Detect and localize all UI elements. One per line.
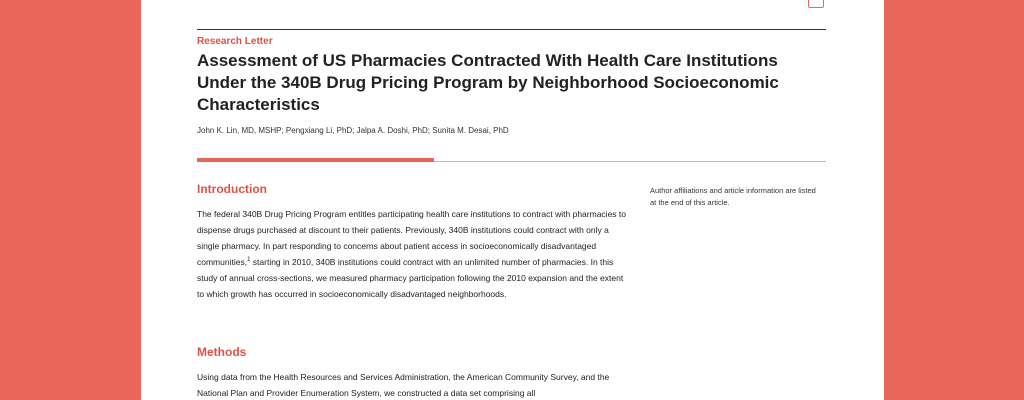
methods-heading: Methods (197, 345, 247, 359)
article-category: Research Letter (197, 36, 273, 47)
introduction-heading: Introduction (197, 182, 267, 196)
author-affiliations-note: Author affiliations and article information are listed at the end of this article. (650, 186, 816, 207)
introduction-text-part2: starting in 2010, 340B institutions could contract with an unlimited number of pharmacies. In this study of annual cross-sections, we measured pharmacy participation following the 2010 expansion and the extent to which growth has occurred in socioeconomically disadvantaged neighborhoods. (197, 257, 624, 299)
header-divider (197, 29, 826, 30)
title-block-accent-bar (197, 158, 434, 162)
reference-link[interactable]: 1 (247, 257, 251, 264)
methods-paragraph: Using data from the Health Resources and Services Administration, the American Community Survey, and the National Plan and Provider Enumeration System, we constructed a data set comprising all (197, 372, 610, 398)
introduction-text-part1: The federal 340B Drug Pricing Program entitles participating health care institutions to contract with pharmacies to dispense drugs purchased at discount to their patients. Previously, 340B institutions could contract with only a single pharmacy. In part responding to concerns about patient access in socioeconomically disadvantaged communities, (197, 209, 626, 267)
article-title: Assessment of US Pharmacies Contracted With Health Care Institutions Under the 340B Drug Pricing Program by Neighborhood Socioeconomic Characteristics (197, 51, 779, 114)
article-authors: John K. Lin, MD, MSHP; Pengxiang Li, PhD; Jalpa A. Doshi, PhD; Sunita M. Desai, PhD (197, 126, 509, 135)
article-page (141, 0, 884, 400)
bookmark-icon[interactable] (808, 0, 824, 8)
introduction-paragraph (197, 206, 627, 302)
